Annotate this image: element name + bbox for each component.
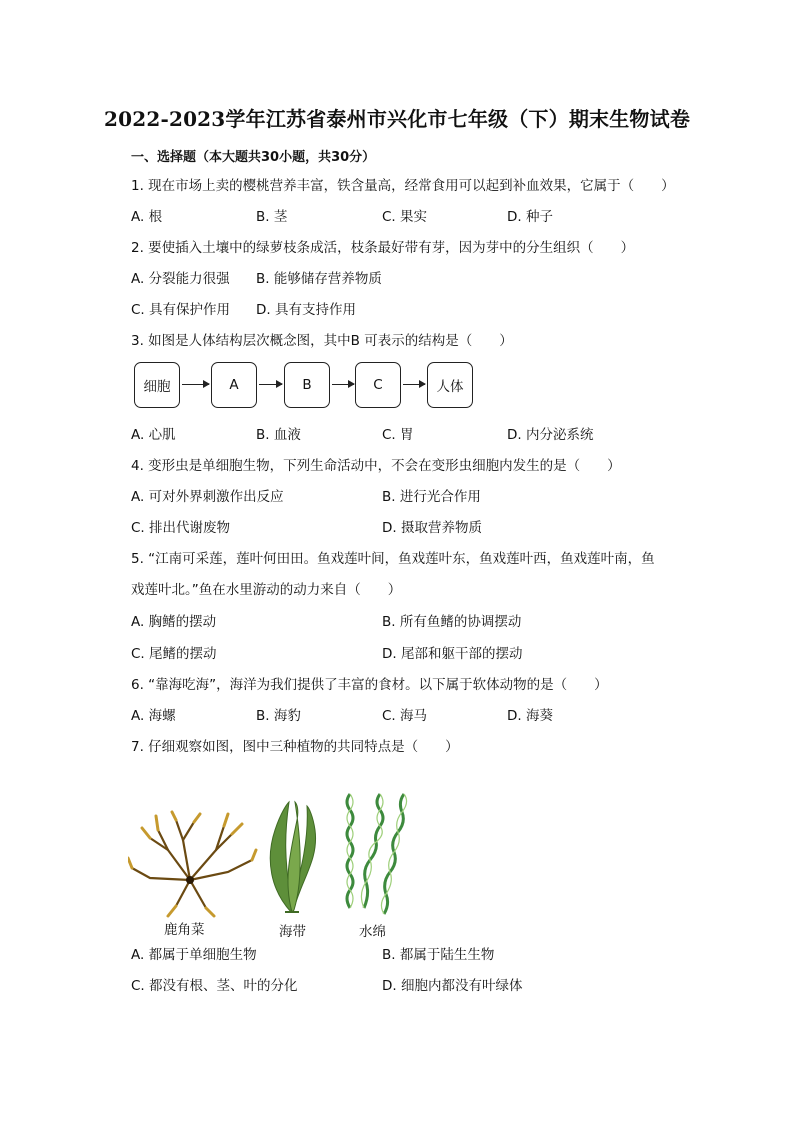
question-6-stem: 6. “靠海吃海”，海洋为我们提供了丰富的食材。以下属于软体动物的是（ ） bbox=[131, 677, 608, 693]
question-4-option-a[interactable]: A. 可对外界刺激作出反应 bbox=[131, 489, 284, 505]
question-1-option-a[interactable]: A. 根 bbox=[131, 209, 163, 225]
question-4-option-c[interactable]: C. 排出代谢废物 bbox=[131, 520, 231, 536]
section-heading: 一、选择题（本大题共30小题，共30分） bbox=[131, 150, 376, 165]
question-5-stem: 5. “江南可采莲，莲叶何田田。鱼戏莲叶间，鱼戏莲叶东，鱼戏莲叶西，鱼戏莲叶南，鱼 bbox=[131, 551, 655, 567]
question-2-option-d[interactable]: D. 具有支持作用 bbox=[256, 302, 356, 318]
question-7-stem: 7. 仔细观察如图，图中三种植物的共同特点是（ ） bbox=[131, 739, 459, 755]
question-2-option-b[interactable]: B. 能够储存营养物质 bbox=[256, 271, 382, 287]
diagram-box-cell: 细胞 bbox=[134, 362, 180, 408]
question-7-option-a[interactable]: A. 都属于单细胞生物 bbox=[131, 947, 257, 963]
diagram-box-c: C bbox=[355, 362, 401, 408]
question-7-option-b[interactable]: B. 都属于陆生生物 bbox=[382, 947, 495, 963]
spirogyra-illustration bbox=[336, 790, 416, 920]
question-2-option-c[interactable]: C. 具有保护作用 bbox=[131, 302, 231, 318]
diagram-box-a: A bbox=[211, 362, 257, 408]
pelvetia-illustration bbox=[128, 810, 258, 920]
question-3-option-a[interactable]: A. 心肌 bbox=[131, 427, 176, 443]
question-4-option-d[interactable]: D. 摄取营养物质 bbox=[382, 520, 482, 536]
question-1-option-c[interactable]: C. 果实 bbox=[382, 209, 428, 225]
plant-label-pelvetia: 鹿角菜 bbox=[164, 922, 205, 938]
question-7-option-d[interactable]: D. 细胞内都没有叶绿体 bbox=[382, 978, 523, 994]
question-3-option-b[interactable]: B. 血液 bbox=[256, 427, 301, 443]
question-2-stem: 2. 要使插入土壤中的绿萝枝条成活，枝条最好带有芽，因为芽中的分生组织（ ） bbox=[131, 240, 635, 256]
question-3-option-d[interactable]: D. 内分泌系统 bbox=[507, 427, 594, 443]
question-5-stem-continued: 戏莲叶北。”鱼在水里游动的动力来自（ ） bbox=[131, 582, 402, 598]
question-6-option-b[interactable]: B. 海豹 bbox=[256, 708, 301, 724]
question-5-option-d[interactable]: D. 尾部和躯干部的摆动 bbox=[382, 646, 523, 662]
question-2-option-a[interactable]: A. 分裂能力很强 bbox=[131, 271, 230, 287]
exam-title: 2022-2023学年江苏省泰州市兴化市七年级（下）期末生物试卷 bbox=[103, 107, 691, 131]
diagram-arrow-4 bbox=[403, 384, 425, 385]
question-3-stem: 3. 如图是人体结构层次概念图，其中B 可表示的结构是（ ） bbox=[131, 333, 513, 349]
question-5-option-c[interactable]: C. 尾鳍的摆动 bbox=[131, 646, 217, 662]
question-4-stem: 4. 变形虫是单细胞生物，下列生命活动中，不会在变形虫细胞内发生的是（ ） bbox=[131, 458, 621, 474]
kelp-illustration bbox=[261, 800, 321, 920]
question-1-stem: 1. 现在市场上卖的樱桃营养丰富，铁含量高，经常食用可以起到补血效果，它属于（ ） bbox=[131, 178, 675, 194]
diagram-arrow-3 bbox=[332, 384, 354, 385]
question-6-option-d[interactable]: D. 海葵 bbox=[507, 708, 553, 724]
question-1-option-b[interactable]: B. 茎 bbox=[256, 209, 288, 225]
question-5-option-b[interactable]: B. 所有鱼鳍的协调摆动 bbox=[382, 614, 522, 630]
question-5-option-a[interactable]: A. 胸鳍的摆动 bbox=[131, 614, 217, 630]
diagram-box-human: 人体 bbox=[427, 362, 473, 408]
body-structure-diagram bbox=[131, 362, 481, 414]
question-7-option-c[interactable]: C. 都没有根、茎、叶的分化 bbox=[131, 978, 298, 994]
question-1-option-d[interactable]: D. 种子 bbox=[507, 209, 553, 225]
question-6-option-c[interactable]: C. 海马 bbox=[382, 708, 428, 724]
plant-label-spirogyra: 水绵 bbox=[359, 924, 386, 940]
diagram-arrow-2 bbox=[259, 384, 282, 385]
algae-figure bbox=[128, 790, 428, 940]
diagram-box-b: B bbox=[284, 362, 330, 408]
diagram-arrow-1 bbox=[182, 384, 209, 385]
question-4-option-b[interactable]: B. 进行光合作用 bbox=[382, 489, 481, 505]
question-3-option-c[interactable]: C. 胃 bbox=[382, 427, 414, 443]
plant-label-kelp: 海带 bbox=[279, 924, 306, 940]
question-6-option-a[interactable]: A. 海螺 bbox=[131, 708, 176, 724]
